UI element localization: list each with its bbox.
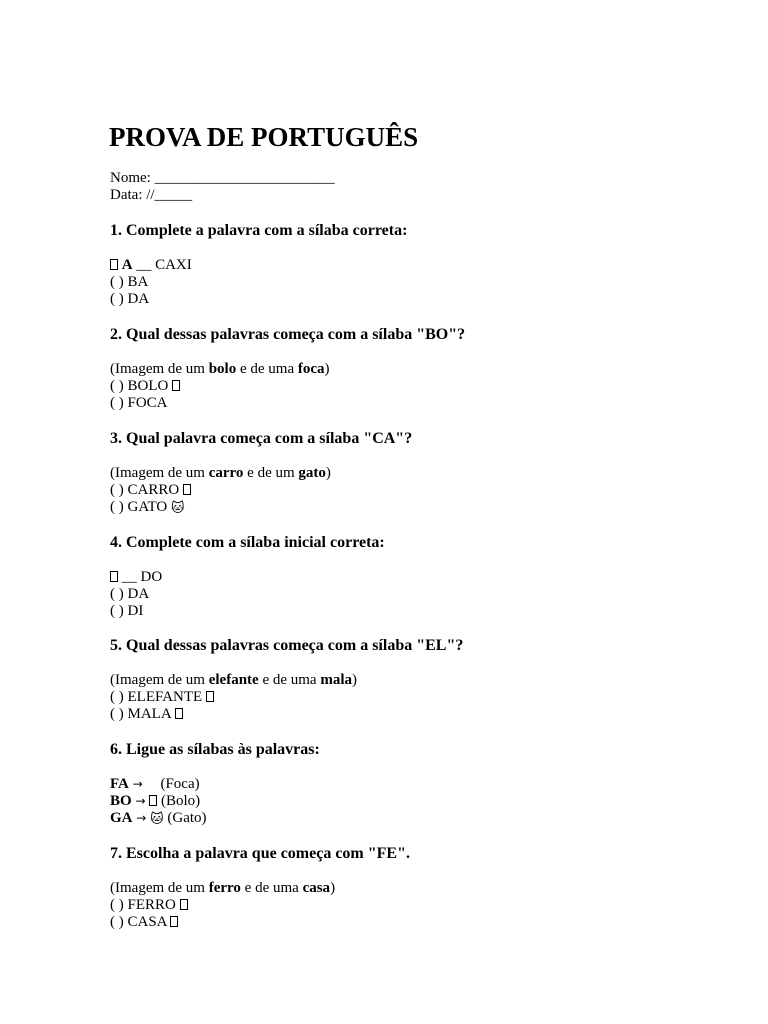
question-heading: 2. Qual dessas palavras começa com a sílaba "BO"? <box>110 326 466 343</box>
image-text: ) <box>324 361 330 377</box>
image-word: carro <box>208 465 244 481</box>
option-da[interactable]: ( ) DA <box>110 291 150 307</box>
cat-face-icon: 🐱 <box>150 812 164 827</box>
option-ba[interactable]: ( ) BA <box>110 274 149 290</box>
question-prompt <box>110 569 710 586</box>
prompt-rest: __ CAXI <box>136 257 192 273</box>
question-heading: 4. Complete com a sílaba inicial correta: <box>110 534 385 551</box>
match-word: (Foca) <box>160 776 200 792</box>
name-blank: ________________________ <box>154 170 335 186</box>
match-pair-ga[interactable] <box>110 810 710 827</box>
image-text: ) <box>352 672 358 688</box>
question-3 <box>110 429 710 516</box>
image-word: foca <box>297 361 325 377</box>
name-label: Nome: <box>110 170 151 186</box>
image-text: (Imagem de um <box>110 361 205 377</box>
question-7 <box>110 844 710 931</box>
missing-glyph-box-icon <box>172 380 180 391</box>
date-blank: //_____ <box>146 187 193 203</box>
option-label: ( ) BOLO <box>110 378 169 394</box>
image-text: ) <box>330 880 336 896</box>
option-label: ( ) ELEFANTE <box>110 689 203 705</box>
question-prompt <box>110 257 710 274</box>
prompt-word: A <box>121 257 133 273</box>
option-elefante[interactable] <box>110 689 710 706</box>
question-6 <box>110 740 710 827</box>
option-carro[interactable] <box>110 482 710 499</box>
missing-glyph-box-icon <box>180 899 188 910</box>
image-text: e de um <box>247 465 295 481</box>
question-heading: 1. Complete a palavra com a sílaba correta: <box>110 222 408 239</box>
question-5 <box>110 636 710 723</box>
syllable: GA <box>110 810 133 826</box>
image-text: (Imagem de um <box>110 880 205 896</box>
image-word: elefante <box>208 672 259 688</box>
image-text: ) <box>325 465 331 481</box>
image-word: bolo <box>208 361 237 377</box>
image-description <box>110 361 710 378</box>
image-word: mala <box>320 672 353 688</box>
option-di[interactable]: ( ) DI <box>110 603 144 619</box>
image-text: (Imagem de um <box>110 465 205 481</box>
arrow-right-icon: → <box>132 777 143 791</box>
date-label: Data: <box>110 187 143 203</box>
question-heading: 7. Escolha a palavra que começa com "FE". <box>110 845 410 862</box>
missing-glyph-box-icon <box>175 708 183 719</box>
match-word: (Gato) <box>167 810 207 826</box>
missing-glyph-box-icon <box>110 259 118 270</box>
missing-glyph-box-icon <box>170 916 178 927</box>
image-text: e de uma <box>239 361 295 377</box>
option-label: ( ) CASA <box>110 914 167 930</box>
arrow-right-icon: → <box>135 794 146 808</box>
option-mala[interactable] <box>110 706 710 723</box>
image-text: e de uma <box>244 880 299 896</box>
date-field <box>110 187 192 204</box>
missing-glyph-box-icon <box>110 571 118 582</box>
image-text: e de uma <box>262 672 317 688</box>
prompt-rest: __ DO <box>121 569 163 585</box>
image-description <box>110 465 710 482</box>
name-field <box>110 170 335 187</box>
match-pair-bo[interactable] <box>110 793 710 810</box>
option-foca[interactable]: ( ) FOCA <box>110 395 168 411</box>
match-word: (Bolo) <box>161 793 201 809</box>
image-text: (Imagem de um <box>110 672 205 688</box>
image-description <box>110 880 710 897</box>
option-label: ( ) GATO <box>110 499 168 515</box>
option-bolo[interactable] <box>110 378 710 395</box>
image-word: ferro <box>208 880 241 896</box>
match-pair-fa[interactable] <box>110 776 710 793</box>
missing-glyph-box-icon <box>206 691 214 702</box>
option-ferro[interactable] <box>110 897 710 914</box>
arrow-right-icon: → <box>136 811 147 825</box>
question-1 <box>110 221 710 308</box>
missing-glyph-box-icon <box>183 484 191 495</box>
question-heading: 6. Ligue as sílabas às palavras: <box>110 741 320 758</box>
question-heading: 3. Qual palavra começa com a sílaba "CA"? <box>110 430 413 447</box>
option-gato[interactable] <box>110 499 710 516</box>
option-label: ( ) CARRO <box>110 482 180 498</box>
option-da[interactable]: ( ) DA <box>110 586 150 602</box>
option-label: ( ) MALA <box>110 706 171 722</box>
question-4 <box>110 533 710 620</box>
option-label: ( ) FERRO <box>110 897 176 913</box>
question-heading: 5. Qual dessas palavras começa com a sílaba "EL"? <box>110 637 464 654</box>
image-word: gato <box>298 465 326 481</box>
option-casa[interactable] <box>110 914 710 931</box>
question-2 <box>110 325 710 412</box>
syllable: FA <box>110 776 129 792</box>
image-description <box>110 672 710 689</box>
image-word: casa <box>302 880 331 896</box>
page-title: PROVA DE PORTUGUÊS <box>109 122 419 152</box>
cat-face-icon: 🐱 <box>170 501 185 516</box>
missing-glyph-box-icon <box>149 795 157 806</box>
syllable: BO <box>110 793 132 809</box>
